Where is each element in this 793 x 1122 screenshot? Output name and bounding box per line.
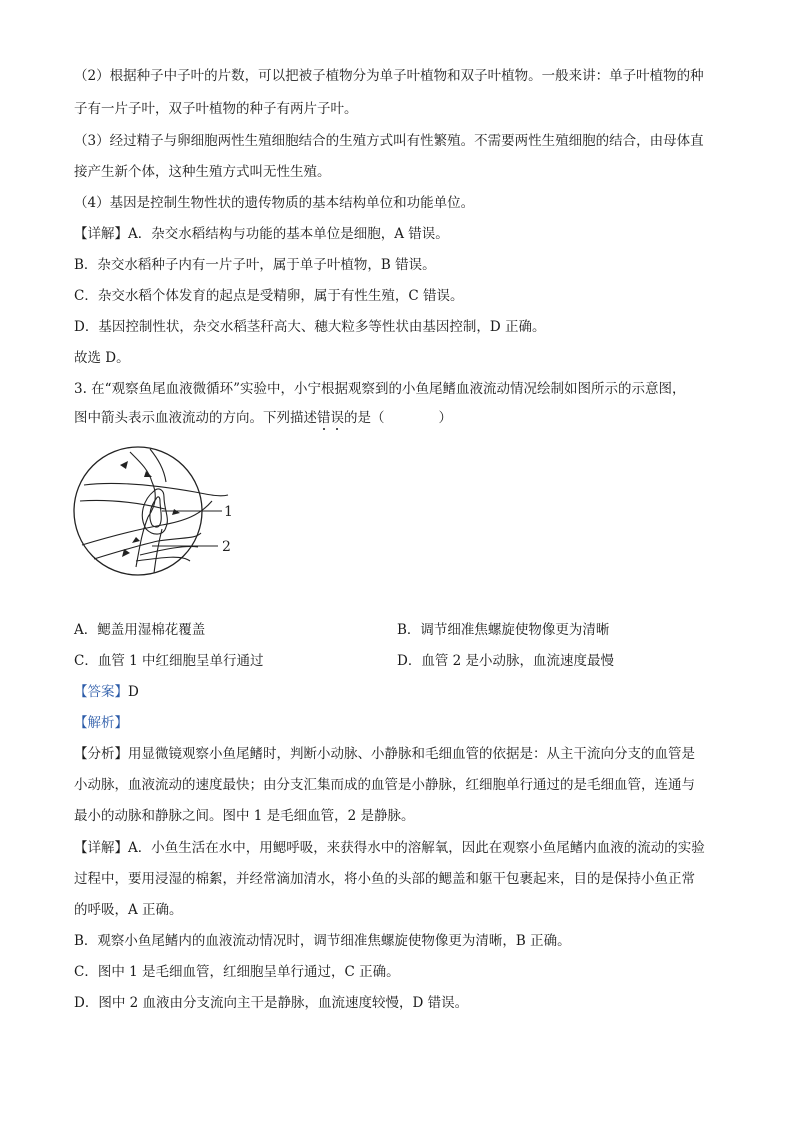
figure-label-1: 1 <box>224 504 233 520</box>
emphasis-char: 误 <box>330 410 344 426</box>
answer-value: D <box>128 684 139 700</box>
analysis-line: 小动脉，血液流动的速度最快；由分支汇集而成的血管是小静脉，红细胞单行通过的是毛细血管，连通与 <box>74 777 695 793</box>
text-line: 子有一片子叶，双子叶植物的种子有两片子叶。 <box>74 101 358 117</box>
text-line: 故选 D。 <box>74 350 130 366</box>
detail-line: D．图中 2 血液由分支流向主干是静脉，血流速度较慢，D 错误。 <box>74 995 469 1011</box>
answer-line <box>74 682 139 702</box>
detail-line: 的呼吸，A 正确。 <box>74 902 183 918</box>
detail-line: C．图中 1 是毛细血管，红细胞呈单行通过，C 正确。 <box>74 964 400 980</box>
question-3-stem-line2 <box>74 408 452 428</box>
analysis-tag: 【分析】 <box>74 746 128 762</box>
flow-arrow <box>172 509 180 515</box>
vessel-wall <box>82 501 212 545</box>
question-3-stem: 3. 在“观察鱼尾血液微循环”实验中，小宁根据观察到的小鱼尾鳍血液流动情况绘制如图所示的示意图， <box>74 381 686 397</box>
emphasis-char: 错 <box>317 410 331 426</box>
blood-flow-diagram <box>70 437 250 587</box>
detail-line: B．观察小鱼尾鳍内的血液流动情况时，调节细准焦螺旋使物像更为清晰，B 正确。 <box>74 933 571 949</box>
text-line: C．杂交水稻个体发育的起点是受精卵，属于有性生殖，C 错误。 <box>74 288 464 304</box>
text-line: D．基因控制性状，杂交水稻茎秆高大、穗大粒多等性状由基因控制，D 正确。 <box>74 319 546 335</box>
vessel-wall <box>140 546 198 555</box>
analysis-label: 【解析】 <box>74 715 128 731</box>
answer-label: 【答案】 <box>74 684 128 700</box>
text-line: 【详解】A．杂交水稻结构与功能的基本单位是细胞，A 错误。 <box>74 226 449 242</box>
text-line: （4）基因是控制生物性状的遗传物质的基本结构单位和功能单位。 <box>74 195 475 211</box>
flow-arrow <box>120 461 128 469</box>
text-line: （2）根据种子中子叶的片数，可以把被子植物分为单子叶植物和双子叶植物。一般来讲：单子叶植物的种 <box>74 68 704 84</box>
text-line: （3）经过精子与卵细胞两性生殖细胞结合的生殖方式叫有性繁殖。不需要两性生殖细胞的结合，由母体直 <box>74 133 704 149</box>
detail-line: 【详解】A．小鱼生活在水中，用鳃呼吸，来获得水中的溶解氧，因此在观察小鱼尾鳍内血液的流动的实验 <box>74 840 705 856</box>
option-c: C．血管 1 中红细胞呈单行通过 <box>74 653 264 669</box>
text-line: 接产生新个体，这种生殖方式叫无性生殖。 <box>74 164 331 180</box>
analysis-line <box>74 744 695 764</box>
vessel-wall <box>150 449 166 482</box>
option-d: D．血管 2 是小动脉，血流速度最慢 <box>397 653 614 669</box>
option-b: B．调节细准焦螺旋使物像更为清晰 <box>397 622 610 638</box>
flow-arrow <box>132 537 140 543</box>
vessel-wall <box>136 557 190 561</box>
option-a: A．鳃盖用湿棉花覆盖 <box>74 622 206 638</box>
stem-text: 的是（ ） <box>344 410 452 426</box>
detail-line: 过程中，要用浸湿的棉絮，并经常滴加清水，将小鱼的头部的鳃盖和躯干包裹起来，目的是保持小鱼正常 <box>74 871 695 887</box>
analysis-text: 用显微镜观察小鱼尾鳍时，判断小动脉、小静脉和毛细血管的依据是：从主干流向分支的血管是 <box>128 746 695 762</box>
analysis-line: 最小的动脉和静脉之间。图中 1 是毛细血管，2 是静脉。 <box>74 808 415 824</box>
text-line: B．杂交水稻种子内有一片子叶，属于单子叶植物，B 错误。 <box>74 257 436 273</box>
stem-text: 图中箭头表示血液流动的方向。下列描述 <box>74 410 317 426</box>
figure-label-2: 2 <box>222 539 231 555</box>
